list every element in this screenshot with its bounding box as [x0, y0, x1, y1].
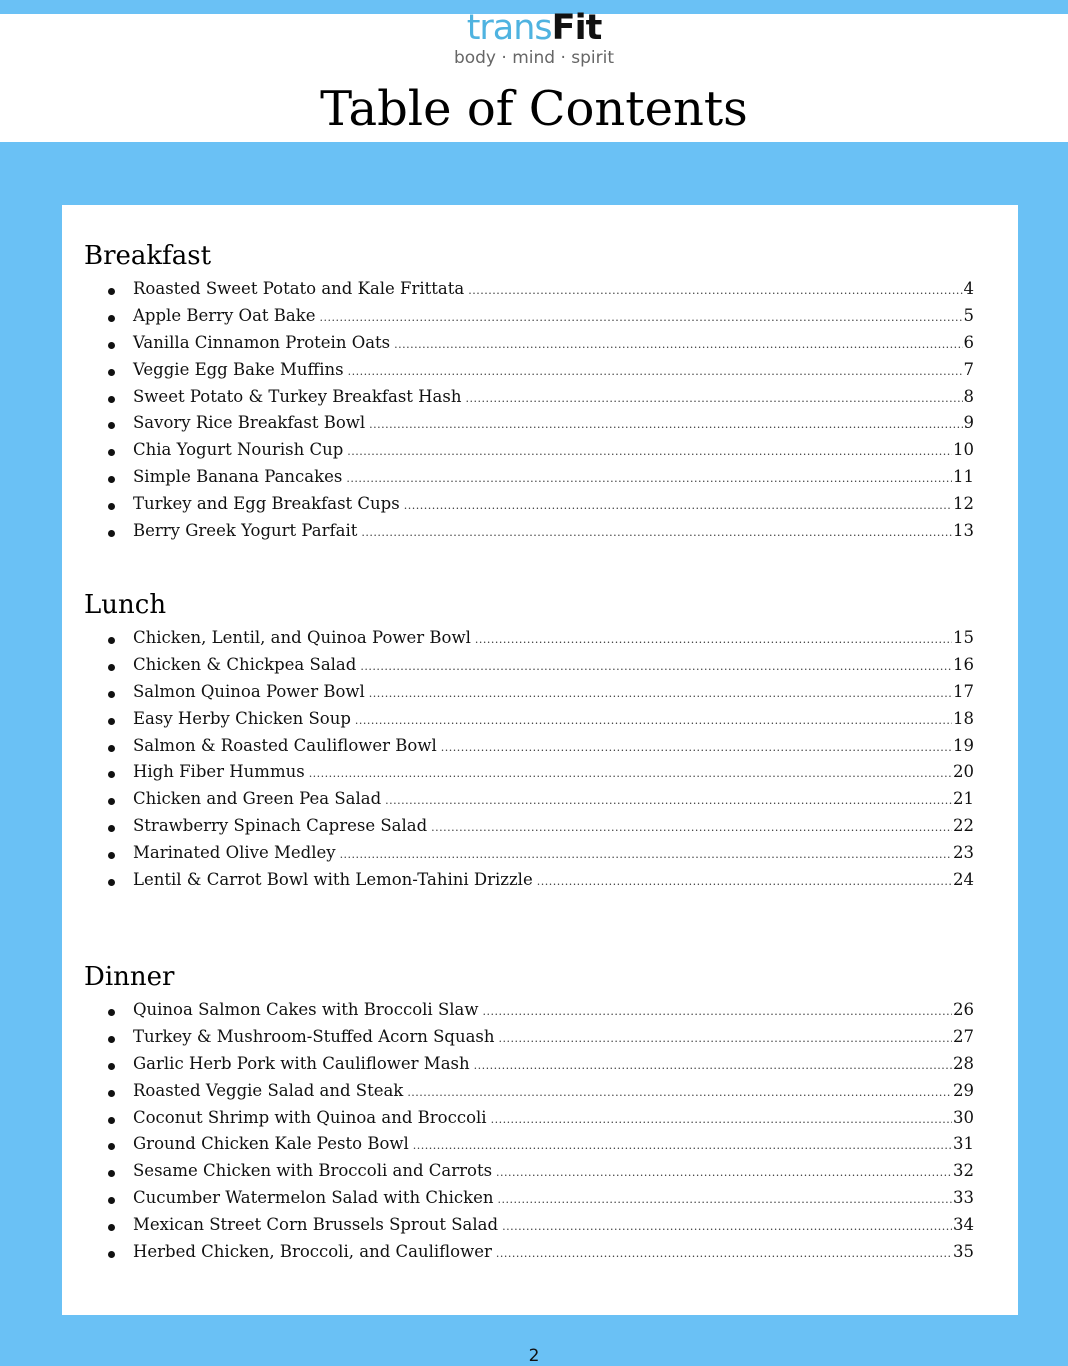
bullet-icon	[108, 798, 115, 805]
toc-entry[interactable]	[84, 1054, 974, 1081]
bullet-icon	[108, 422, 115, 429]
toc-entry[interactable]	[84, 360, 974, 387]
dot-leader	[361, 526, 952, 539]
dot-leader	[496, 1247, 952, 1260]
page-title: Table of Contents	[320, 81, 748, 137]
toc-entry-page: 21	[953, 789, 974, 809]
toc-entry[interactable]	[84, 306, 974, 333]
toc-entry[interactable]	[84, 843, 974, 870]
dot-leader	[346, 472, 952, 485]
toc-entry-label: Salmon Quinoa Power Bowl	[133, 681, 365, 701]
toc-entry-label: Sesame Chicken with Broccoli and Carrots	[133, 1161, 493, 1181]
toc-entry-label: Garlic Herb Pork with Cauliflower Mash	[133, 1053, 470, 1073]
bullet-icon	[108, 771, 115, 778]
toc-entry-page: 33	[953, 1188, 974, 1208]
toc-entry-page: 22	[953, 816, 974, 836]
toc-entry[interactable]	[84, 870, 974, 897]
dot-leader	[475, 633, 952, 646]
toc-entry-label: Salmon & Roasted Cauliflower Bowl	[133, 735, 437, 755]
toc-entry-label: Veggie Egg Bake Muffins	[133, 359, 344, 379]
bullet-icon	[108, 664, 115, 671]
dot-leader	[407, 1086, 952, 1099]
toc-entry-page: 7	[963, 359, 974, 379]
toc-entry[interactable]	[84, 494, 974, 521]
bullet-icon	[108, 315, 115, 322]
toc-entry-page: 28	[953, 1053, 974, 1073]
dot-leader	[369, 687, 952, 700]
toc-entry-page: 9	[963, 413, 974, 433]
dot-leader	[360, 660, 952, 673]
bullet-icon	[108, 1090, 115, 1097]
toc-entry-page: 6	[963, 332, 974, 352]
toc-list	[84, 279, 974, 548]
toc-entry-page: 15	[953, 628, 974, 647]
toc-entry[interactable]	[84, 1188, 974, 1215]
toc-entry-label: Marinated Olive Medley	[133, 843, 336, 863]
dot-leader	[474, 1059, 952, 1072]
dot-leader	[309, 767, 952, 780]
toc-entry-label: Chia Yogurt Nourish Cup	[133, 440, 344, 460]
toc-entry-page: 23	[953, 843, 974, 863]
toc-entry-page: 26	[953, 1000, 974, 1019]
toc-entry-page: 18	[953, 708, 974, 728]
toc-entry-page: 30	[953, 1107, 974, 1127]
section-heading: Breakfast	[84, 241, 212, 271]
brand-wordmark	[467, 8, 602, 48]
toc-entry-page: 19	[953, 735, 974, 755]
toc-entry[interactable]	[84, 655, 974, 682]
toc-entry-page: 5	[963, 305, 974, 325]
brand-name-trans: trans	[466, 8, 552, 48]
toc-entry[interactable]	[84, 1027, 974, 1054]
bullet-icon	[108, 1197, 115, 1204]
toc-entry-page: 17	[953, 681, 974, 701]
section-heading: Dinner	[84, 962, 175, 992]
toc-entry[interactable]	[84, 1161, 974, 1188]
toc-entry-label: Vanilla Cinnamon Protein Oats	[133, 332, 391, 352]
toc-entry[interactable]	[84, 816, 974, 843]
toc-entry-page: 27	[953, 1026, 974, 1046]
toc-entry-page: 35	[953, 1242, 974, 1262]
bullet-icon	[108, 879, 115, 886]
brand-tagline: body · mind · spirit	[453, 48, 615, 68]
bullet-icon	[108, 1170, 115, 1177]
toc-entry-page: 13	[953, 521, 974, 541]
toc-entry-label: Chicken, Lentil, and Quinoa Power Bowl	[133, 628, 471, 647]
bullet-icon	[108, 503, 115, 510]
toc-entry-page: 32	[953, 1161, 974, 1181]
section-lunch	[84, 590, 974, 889]
bullet-icon	[108, 1036, 115, 1043]
bullet-icon	[108, 1224, 115, 1231]
bullet-icon	[108, 1143, 115, 1150]
bullet-icon	[108, 718, 115, 725]
bullet-icon	[108, 1009, 115, 1016]
toc-entry-label: Turkey & Mushroom-Stuffed Acorn Squash	[133, 1026, 495, 1046]
dot-leader	[385, 794, 952, 807]
toc-entry-label: Mexican Street Corn Brussels Sprout Salad	[133, 1215, 499, 1235]
toc-panel	[62, 205, 1018, 1315]
toc-entry-label: Strawberry Spinach Caprese Salad	[133, 816, 428, 836]
toc-entry-page: 31	[953, 1134, 974, 1154]
dot-leader	[404, 499, 952, 512]
toc-entry[interactable]	[84, 1242, 974, 1269]
toc-entry-label: Coconut Shrimp with Quinoa and Broccoli	[133, 1107, 487, 1127]
toc-entry[interactable]	[84, 467, 974, 494]
dot-leader	[498, 1193, 953, 1206]
bullet-icon	[108, 825, 115, 832]
toc-entry-label: Turkey and Egg Breakfast Cups	[133, 494, 400, 514]
bullet-icon	[108, 342, 115, 349]
section-heading: Lunch	[84, 590, 167, 620]
bullet-icon	[108, 369, 115, 376]
dot-leader	[491, 1113, 952, 1126]
toc-entry[interactable]	[84, 387, 974, 414]
dot-leader	[369, 418, 962, 431]
toc-entry[interactable]	[84, 1000, 974, 1027]
toc-entry-page: 34	[953, 1215, 974, 1235]
toc-entry-label: Apple Berry Oat Bake	[133, 305, 316, 325]
dot-leader	[320, 311, 963, 324]
toc-entry[interactable]	[84, 736, 974, 763]
toc-entry[interactable]	[84, 279, 974, 306]
page-number: 2	[528, 1346, 540, 1366]
toc-entry-label: Lentil & Carrot Bowl with Lemon-Tahini Drizzle	[133, 870, 533, 890]
toc-entry-label: Cucumber Watermelon Salad with Chicken	[133, 1188, 494, 1208]
dot-leader	[355, 714, 952, 727]
dot-leader	[394, 338, 962, 351]
toc-entry-label: Easy Herby Chicken Soup	[133, 708, 351, 728]
toc-entry[interactable]	[84, 1108, 974, 1135]
toc-entry-label: Chicken & Chickpea Salad	[133, 654, 357, 674]
toc-entry[interactable]	[84, 440, 974, 467]
bullet-icon	[108, 637, 115, 644]
bullet-icon	[108, 1251, 115, 1258]
bullet-icon	[108, 852, 115, 859]
toc-entry[interactable]	[84, 709, 974, 736]
dot-leader	[502, 1220, 952, 1233]
dot-leader	[340, 848, 952, 861]
toc-entry[interactable]	[84, 762, 974, 789]
toc-entry-label: Simple Banana Pancakes	[133, 467, 343, 487]
dot-leader	[465, 392, 962, 405]
toc-entry-page: 16	[953, 654, 974, 674]
toc-entry-label: Savory Rice Breakfast Bowl	[133, 413, 366, 433]
brand-name-fit: Fit	[551, 8, 602, 48]
toc-entry-label: Quinoa Salmon Cakes with Broccoli Slaw	[133, 1000, 479, 1019]
dot-leader	[496, 1166, 952, 1179]
bullet-icon	[108, 691, 115, 698]
section-dinner	[84, 962, 974, 1261]
bullet-icon	[108, 530, 115, 537]
bullet-icon	[108, 1117, 115, 1124]
toc-entry-label: Ground Chicken Kale Pesto Bowl	[133, 1134, 409, 1154]
brand-logo	[0, 8, 1068, 68]
toc-entry[interactable]	[84, 1081, 974, 1108]
section-breakfast	[84, 241, 974, 540]
dot-leader	[537, 875, 952, 888]
toc-entry-label: High Fiber Hummus	[133, 762, 305, 782]
toc-entry[interactable]	[84, 333, 974, 360]
dot-leader	[347, 445, 952, 458]
bullet-icon	[108, 449, 115, 456]
header	[0, 8, 1068, 142]
dot-leader	[441, 741, 952, 754]
toc-entry-label: Chicken and Green Pea Salad	[133, 789, 382, 809]
toc-entry-page: 29	[953, 1080, 974, 1100]
toc-entry-label: Roasted Sweet Potato and Kale Frittata	[133, 279, 465, 298]
toc-entry-page: 10	[953, 440, 974, 460]
toc-entry[interactable]	[84, 413, 974, 440]
bullet-icon	[108, 396, 115, 403]
dot-leader	[499, 1032, 952, 1045]
toc-list	[84, 1000, 974, 1269]
toc-entry-page: 11	[953, 467, 974, 487]
toc-entry[interactable]	[84, 521, 974, 548]
dot-leader	[483, 1005, 953, 1018]
toc-entry[interactable]	[84, 1215, 974, 1242]
bullet-icon	[108, 745, 115, 752]
bullet-icon	[108, 1063, 115, 1070]
toc-entry-page: 4	[963, 279, 974, 298]
toc-entry-page: 20	[953, 762, 974, 782]
dot-leader	[431, 821, 952, 834]
toc-entry-label: Herbed Chicken, Broccoli, and Cauliflower	[133, 1242, 492, 1262]
bullet-icon	[108, 288, 115, 295]
toc-entry-label: Roasted Veggie Salad and Steak	[133, 1080, 404, 1100]
toc-entry[interactable]	[84, 1134, 974, 1161]
dot-leader	[413, 1139, 952, 1152]
toc-list	[84, 628, 974, 897]
toc-entry[interactable]	[84, 628, 974, 655]
toc-entry-page: 24	[953, 870, 974, 890]
bullet-icon	[108, 476, 115, 483]
toc-entry-page: 12	[953, 494, 974, 514]
dot-leader	[348, 365, 963, 378]
toc-entry[interactable]	[84, 789, 974, 816]
toc-entry-label: Berry Greek Yogurt Parfait	[133, 521, 358, 541]
toc-entry-label: Sweet Potato & Turkey Breakfast Hash	[133, 386, 462, 406]
toc-entry[interactable]	[84, 682, 974, 709]
dot-leader	[468, 284, 962, 297]
toc-entry-page: 8	[963, 386, 974, 406]
